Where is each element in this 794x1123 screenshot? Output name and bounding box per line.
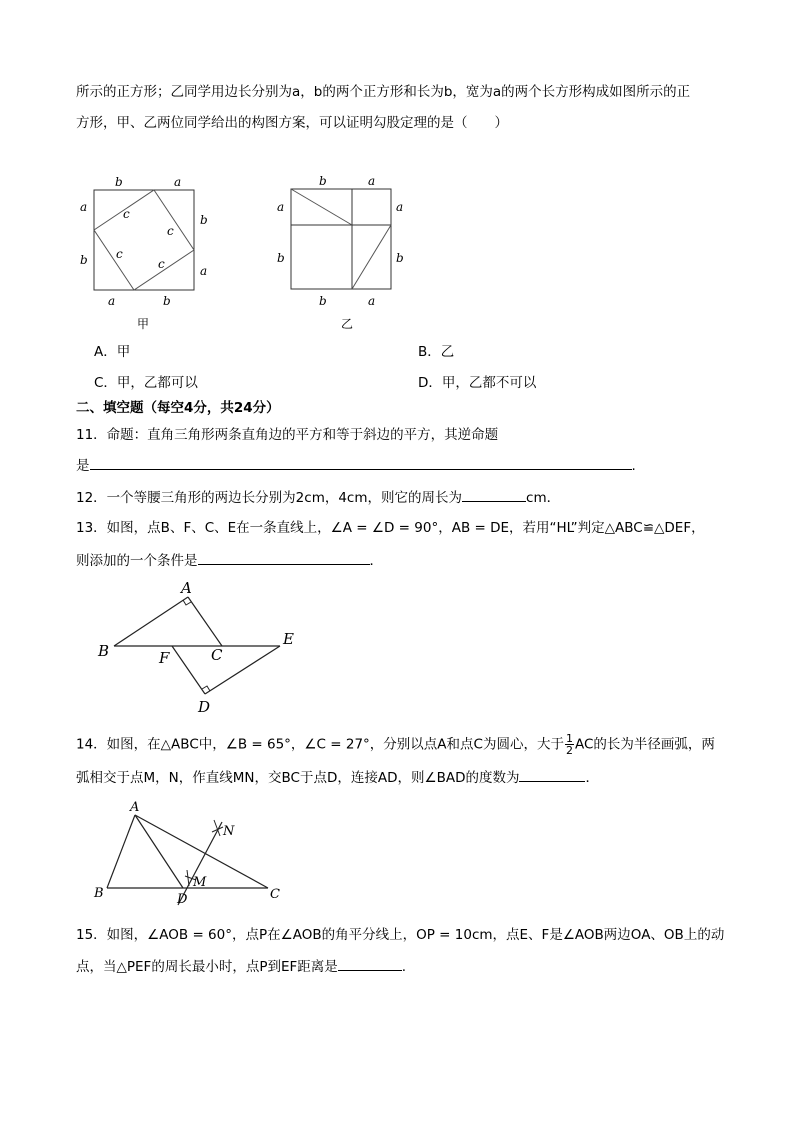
jia-caption: 甲 bbox=[137, 317, 150, 331]
yi-label-b-top: b bbox=[319, 174, 327, 188]
q13-label-D: D bbox=[198, 698, 211, 716]
section-2-title: 二、填空题（每空4分，共24分） bbox=[76, 400, 280, 416]
yi-caption: 乙 bbox=[341, 317, 354, 331]
q14-label-N: N bbox=[223, 824, 235, 839]
yi-label-a-right: a bbox=[396, 200, 404, 214]
q13-suffix: ． bbox=[369, 553, 383, 569]
q10-text-line1: 所示的正方形；乙同学用边长分别为a，b的两个正方形和长为b，宽为a的两个长方形构成如图所示的正 bbox=[76, 84, 691, 100]
q11-suffix: . bbox=[631, 458, 636, 474]
yi-label-a-left: a bbox=[277, 200, 285, 214]
q13-label-A: A bbox=[181, 579, 192, 597]
q14-label-A: A bbox=[130, 800, 140, 815]
yi-label-b-right: b bbox=[396, 251, 404, 265]
jia-label-a-right: a bbox=[200, 264, 208, 278]
q13-label-C: C bbox=[211, 646, 223, 664]
q13-text-line1: 13．如图，点B、F、C、E在一条直线上，∠A = ∠D = 90°，AB = DE，若用“HL”判定△ABC≌△DEF， bbox=[76, 520, 705, 536]
yi-label-b-left: b bbox=[277, 251, 285, 265]
q14-label-M: M bbox=[193, 875, 207, 890]
q14-suffix1: AC的长为半径画弧，两 bbox=[574, 736, 715, 753]
q14-suffix2: ． bbox=[585, 770, 599, 786]
q14-prefix: 14．如图，在△ABC中，∠B = 65°，∠C = 27°，分别以点A和点C为圆心，大于 bbox=[76, 736, 564, 753]
q10-option-a: A．甲 bbox=[94, 344, 131, 360]
q14-label-C: C bbox=[270, 887, 280, 902]
q15-text-line2 bbox=[76, 956, 406, 977]
q15-prefix: 点，当△PEF的周长最小时，点P到EF距离是 bbox=[76, 959, 338, 975]
jia-label-c1: c bbox=[123, 207, 130, 221]
q10-option-d: D．甲，乙都不可以 bbox=[418, 375, 537, 391]
q10-option-c: C．甲，乙都可以 bbox=[94, 375, 198, 391]
q15-suffix: . bbox=[401, 959, 407, 975]
jia-label-a-top: a bbox=[174, 175, 182, 189]
q14-prefix2: 弧相交于点M，N，作直线MN，交BC于点D，连接AD，则∠BAD的度数为 bbox=[76, 770, 520, 786]
q10-option-b: B．乙 bbox=[418, 344, 455, 360]
q13-prefix: 则添加的一个条件是 bbox=[76, 553, 198, 569]
q14-label-D: D bbox=[177, 892, 188, 907]
q15-answer-blank[interactable] bbox=[338, 956, 402, 971]
jia-label-c4: c bbox=[158, 257, 165, 271]
q11-text-line1: 11．命题：直角三角形两条直角边的平方和等于斜边的平方，其逆命题 bbox=[76, 427, 499, 443]
jia-label-a-left: a bbox=[80, 200, 88, 214]
q10-text-line2: 方形，甲、乙两位同学给出的构图方案，可以证明勾股定理的是（ ） bbox=[76, 115, 508, 131]
jia-label-c3: c bbox=[116, 247, 123, 261]
q12-suffix: cm． bbox=[526, 490, 561, 506]
jia-label-b-left: b bbox=[80, 253, 88, 267]
jia-label-b-top: b bbox=[115, 175, 123, 189]
q15-text-line1: 15．如图，∠AOB = 60°，点P在∠AOB的角平分线上，OP = 10cm，点E、F是∠AOB两边OA、OB上的动 bbox=[76, 927, 725, 943]
q13-label-B: B bbox=[98, 642, 110, 660]
yi-label-a-top: a bbox=[368, 174, 376, 188]
q13-label-F: F bbox=[159, 649, 170, 667]
q12-prefix: 12．一个等腰三角形的两边长分别为2cm，4cm，则它的周长为 bbox=[76, 490, 463, 506]
jia-label-b-bottom: b bbox=[163, 294, 171, 308]
jia-label-c2: c bbox=[167, 224, 174, 238]
yi-label-b-bottom: b bbox=[319, 294, 327, 308]
yi-label-a-bottom: a bbox=[368, 294, 376, 308]
q14-frac-den: 2 bbox=[565, 744, 573, 757]
q13-label-E: E bbox=[283, 630, 294, 648]
q14-frac-num: 1 bbox=[565, 732, 573, 745]
jia-label-b-right: b bbox=[200, 213, 208, 227]
q14-label-B: B bbox=[94, 886, 104, 901]
jia-label-a-bottom: a bbox=[108, 294, 116, 308]
q11-prefix: 是 bbox=[76, 458, 90, 474]
